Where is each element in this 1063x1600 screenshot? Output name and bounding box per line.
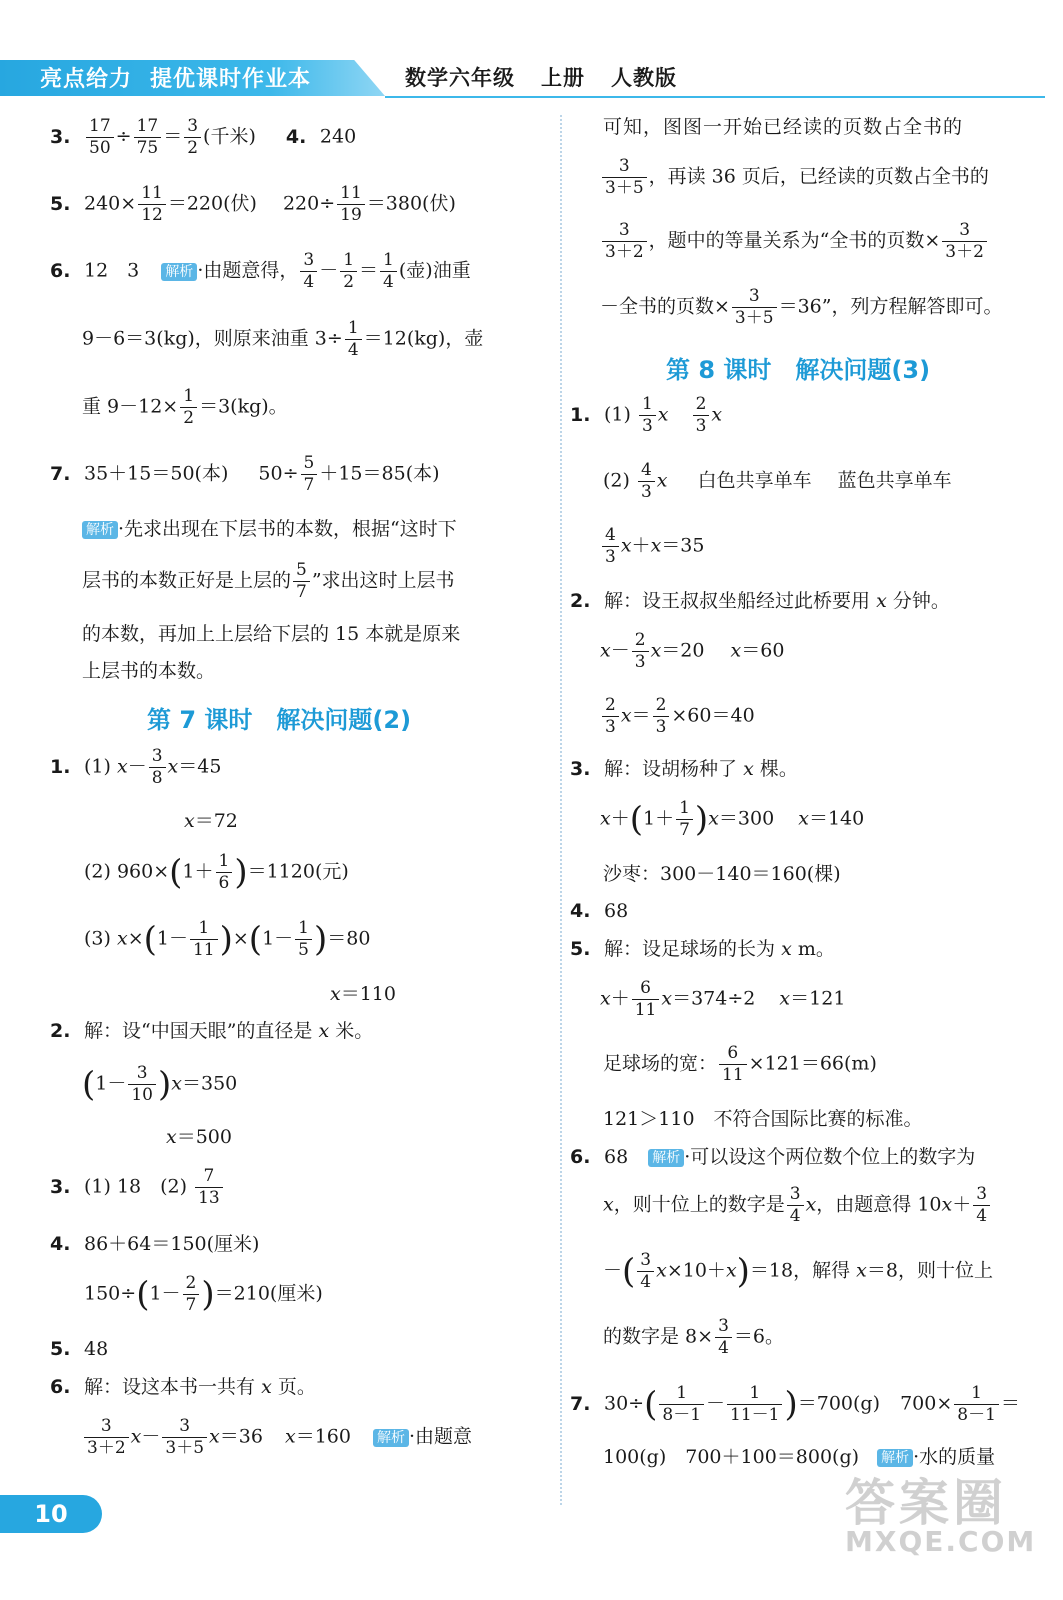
right-cont-1: 可知，图图一开始已经读的页数占全书的 (603, 116, 964, 138)
s8-q6-line4: 的数字是 8× $\frac{3}{4}$ ＝6。 (603, 1316, 784, 1358)
answer-l6-line3: 重 9－12× $\frac{1}{2}$ ＝3(kg)。 (82, 386, 288, 428)
section-title-7: 第 7 课时 解决问题(2) (147, 706, 412, 734)
s7-q4: 4. 86＋64＝150(厘米) (50, 1233, 260, 1255)
s7-q6: 6. 解：设这本书一共有 x 页。 (50, 1376, 316, 1398)
s8-q1-eq: $\frac{4}{3}$ x＋x＝35 (600, 527, 704, 566)
s7-q2-result: x＝500 (166, 1126, 232, 1148)
right-cont-4: －全书的页数× $\frac{3}{3+5}$ ＝36”，列方程解答即可。 (600, 286, 1003, 328)
header-brand (40, 62, 311, 93)
s8-q4: 4. 68 (570, 900, 629, 922)
s8-q1-p1: 1. (1) $\frac{1}{3}$ x $\frac{2}{3}$ x (570, 394, 723, 436)
analysis-badge: 解析 (373, 1429, 409, 1447)
section-title-8: 第 8 课时 解决问题(3) (666, 356, 931, 384)
s8-q3: 3. 解：设胡杨种了 x 棵。 (570, 758, 798, 780)
volume-text: 上册 (541, 66, 585, 90)
column-divider (560, 115, 562, 1505)
s7-q4-eq: 150÷(1－ $\frac{2}{7}$ )＝210(厘米) (84, 1273, 323, 1315)
s7-q6-eq: $\frac{3}{3+2}$ x－ $\frac{3}{3+5}$ x＝36 x＝160 解析 ·由题意 (82, 1418, 472, 1457)
s8-q2-eq1: x－ $\frac{2}{3}$ x＝20 x＝60 (600, 630, 785, 672)
header-book-info (405, 62, 703, 92)
s7-q1-p3: (3) x×(1－ $\frac{1}{11}$ )×(1－ $\frac{1}{5}$ )＝80 (84, 918, 371, 960)
s7-q2-eq: (1－ $\frac{3}{10}$ )x＝350 (82, 1063, 238, 1105)
answer-l7-analysis-1: 解析 ·先求出现在下层书的本数，根据“这时下 (82, 520, 457, 539)
s7-q3: 3. (1) 18 (2) $\frac{7}{13}$ (50, 1168, 225, 1207)
answer-l6-line2: 9－6＝3(kg)，则原来油重 3÷ $\frac{1}{4}$ ＝12(kg)，壶 (82, 318, 484, 360)
s8-q3-eq: x＋(1＋ $\frac{1}{7}$ )x＝300 x＝140 (600, 798, 865, 840)
s8-q5: 5. 解：设足球场的长为 x m。 (570, 938, 835, 960)
answer-l7-analysis-3: 的本数，再加上上层给下层的 15 本就是原来 (82, 623, 461, 645)
s8-q2-eq2: $\frac{2}{3}$ x＝ $\frac{2}{3}$ ×60＝40 (600, 697, 755, 736)
brand-text: 亮点给力 (40, 67, 133, 92)
s7-q1-p1-result: x＝72 (184, 810, 238, 832)
header-rule (385, 96, 1045, 98)
s8-q5-conclusion: 121＞110 不符合国际比赛的标准。 (603, 1108, 923, 1130)
analysis-badge: 解析 (82, 521, 118, 539)
right-cont-2: $\frac{3}{3+5}$ ，再读 36 页后，已经读的页数占全书的 (600, 158, 989, 197)
series-text: 提优课时作业本 (150, 67, 312, 92)
s8-q6: 6. 68 解析 ·可以设这个两位数个位上的数字为 (570, 1146, 976, 1168)
s8-q7-line2: 100(g) 700＋100＝800(g) 解析 ·水的质量 (603, 1446, 996, 1468)
s8-q1-p2: (2) $\frac{4}{3}$ x 白色共享单车 蓝色共享单车 (603, 460, 952, 502)
edition-text: 人教版 (611, 66, 677, 90)
s8-q5-eq: x＋ $\frac{6}{11}$ x＝374÷2 x＝121 (600, 978, 846, 1020)
watermark-logo: 答案圈 MXQE.COM (845, 1474, 1037, 1558)
s8-q2: 2. 解：设王叔叔坐船经过此桥要用 x 分钟。 (570, 590, 950, 612)
s8-q6-line3: －( $\frac{3}{4}$ x×10＋x)＝18，解得 x＝8，则十位上 (603, 1250, 993, 1292)
s7-q5: 5. 48 (50, 1338, 109, 1360)
answer-l3: 3. $\frac{17}{50}$ ÷ $\frac{17}{75}$ ＝ $\frac{3}{2}$ (千米) 4. 240 (50, 116, 357, 158)
s7-q1-p1: 1. (1) x－ $\frac{3}{8}$ x＝45 (50, 746, 222, 788)
s8-q5-width: 足球场的宽： $\frac{6}{11}$ ×121＝66(m) (603, 1043, 877, 1085)
analysis-badge: 解析 (648, 1149, 684, 1167)
s8-q3-result: 沙枣：300－140＝160(棵) (603, 863, 841, 885)
s7-q2: 2. 解：设“中国天眼”的直径是 x 米。 (50, 1020, 374, 1042)
answer-l5: 5. 240× $\frac{11}{12}$ ＝220(伏) 220÷ $\frac{11}{19}$ ＝380(伏) (50, 183, 456, 225)
answer-l6: 6. 12 3 解析 ·由题意得， $\frac{3}{4}$ － $\frac{1}{2}$ ＝ $\frac{1}{4}$ (壶)油重 (50, 250, 471, 292)
s7-q1-p3-result: x＝110 (330, 983, 396, 1005)
right-cont-3: $\frac{3}{3+2}$ ，题中的等量关系为“全书的页数× $\frac{3}{3+2}$ (600, 222, 989, 261)
subject-text: 数学六年级 (405, 66, 515, 90)
analysis-badge: 解析 (877, 1449, 913, 1467)
analysis-badge: 解析 (161, 263, 197, 281)
s8-q6-line2: x，则十位上的数字是 $\frac{3}{4}$ x，由题意得 10x＋ $\frac{3}{4}$ (603, 1186, 992, 1225)
answer-l7-analysis-2: 层书的本数正好是上层的 $\frac{5}{7}$ ”求出这时上层书 (82, 560, 455, 602)
s7-q1-p2: (2) 960×(1＋ $\frac{1}{6}$ )＝1120(元) (84, 851, 349, 893)
s8-q7: 7. 30÷( $\frac{1}{8-1}$ － $\frac{1}{11-1}$ )＝700(g) 700× $\frac{1}{8-1}$ ＝ (570, 1383, 1020, 1425)
answer-l7: 7. 35＋15＝50(本) 50÷ $\frac{5}{7}$ ＋15＝85(本) (50, 453, 440, 495)
page-number: 10 (0, 1495, 102, 1533)
answer-l7-analysis-4: 上层书的本数。 (82, 660, 216, 682)
